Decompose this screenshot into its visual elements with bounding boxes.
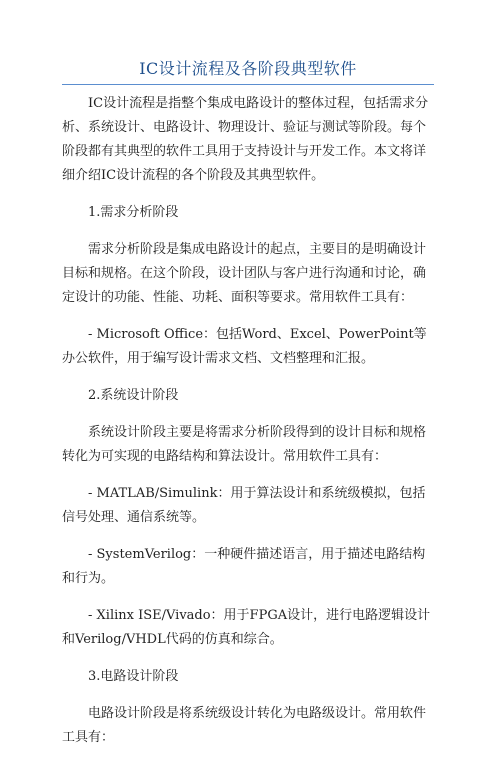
- tool-item-matlab: - MATLAB/Simulink：用于算法设计和系统级模拟，包括信号处理、通信系统等。: [62, 486, 426, 525]
- section-heading-requirements: 1.需求分析阶段: [88, 205, 179, 220]
- tool-item-xilinx: - Xilinx ISE/Vivado：用于FPGA设计，进行电路逻辑设计和Verilog/VHDL代码的仿真和综合。: [62, 608, 431, 647]
- tool-item-office: - Microsoft Office：包括Word、Excel、PowerPoint等办公软件，用于编写设计需求文档、文档整理和汇报。: [62, 327, 427, 366]
- section-heading-system: 2.系统设计阶段: [88, 388, 179, 403]
- requirements-paragraph: 需求分析阶段是集成电路设计的起点，主要目的是明确设计目标和规格。在这个阶段，设计团队与客户进行沟通和讨论，确定设计的功能、性能、功耗、面积等要求。常用软件工具有：: [62, 242, 427, 305]
- intro-paragraph: IC设计流程是指整个集成电路设计的整体过程，包括需求分析、系统设计、电路设计、物理设计、验证与测试等阶段。每个阶段都有其典型的软件工具用于支持设计与开发工作。本文将详细介绍IC设计流程的各个阶段及其典型软件。: [62, 96, 429, 183]
- circuit-paragraph: 电路设计阶段是将系统级设计转化为电路级设计。常用软件工具有：: [62, 706, 427, 745]
- tool-item-systemverilog: - SystemVerilog：一种硬件描述语言，用于描述电路结构和行为。: [62, 547, 426, 586]
- document-body: [62, 92, 432, 763]
- title-divider: [62, 84, 434, 85]
- system-paragraph: 系统设计阶段主要是将需求分析阶段得到的设计目标和规格转化为可实现的电路结构和算法设计。常用软件工具有：: [62, 425, 427, 464]
- document-title: IC设计流程及各阶段典型软件: [139, 59, 357, 78]
- section-heading-circuit: 3.电路设计阶段: [88, 669, 179, 684]
